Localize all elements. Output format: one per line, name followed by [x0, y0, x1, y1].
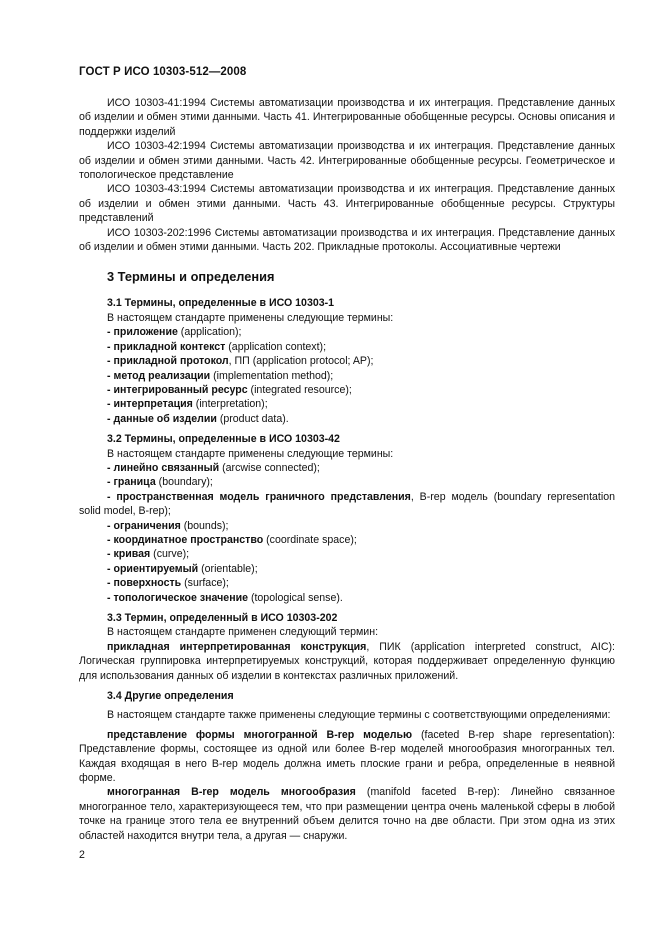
terms-list [79, 461, 615, 605]
term: прикладной протокол [113, 355, 229, 368]
page-number: 2 [79, 849, 85, 861]
list-dash: - [107, 398, 111, 411]
term: кривая [113, 548, 151, 561]
list-dash: - [107, 355, 111, 368]
list-dash: - [107, 412, 111, 425]
list-dash: - [107, 519, 111, 532]
term: прикладной контекст [113, 340, 226, 353]
standard-header: ГОСТ Р ИСО 10303-512—2008 [79, 66, 247, 78]
subsection-title: 3.1 Термины, определенные в ИСО 10303-1 [107, 297, 335, 310]
term: линейно связанный [113, 461, 220, 474]
list-dash: - [107, 548, 111, 561]
list-item [79, 369, 615, 383]
term-description: (topological sense). [248, 591, 343, 604]
list-item [79, 354, 615, 368]
section-title: 3 Термины и определения [107, 269, 275, 285]
list-item [79, 533, 615, 547]
term-description: (coordinate space); [263, 533, 357, 546]
list-item [79, 412, 615, 426]
definition-paragraph [79, 728, 615, 786]
list-dash: - [107, 369, 111, 382]
term-description: (surface); [181, 577, 229, 590]
list-dash: - [107, 340, 111, 353]
term-description: (application context); [225, 340, 327, 353]
list-dash: - [107, 591, 111, 604]
term: многогранная B-rep модель многообразия [107, 786, 356, 799]
list-dash: - [107, 383, 111, 396]
subsection-title: 3.4 Другие определения [107, 690, 234, 703]
list-item [79, 383, 615, 397]
reference-item: ИСО 10303-43:1994 Системы автоматизации производства и их интеграция. Представление данных об изделии и обмен этими данными. Часть 43. Интегрированные обобщенные ресурсы. Структуры представлений [79, 183, 615, 225]
term-description: (application); [177, 326, 242, 339]
list-item [79, 397, 615, 411]
term-description: (implementation method); [210, 369, 334, 382]
term: интерпретация [113, 398, 193, 411]
term-description: (curve); [150, 548, 190, 561]
term: прикладная интерпретированная конструкция [107, 640, 367, 653]
term: граница [113, 476, 156, 489]
term: данные об изделии [113, 412, 217, 425]
term: приложение [113, 326, 178, 339]
subsection-title: 3.2 Термины, определенные в ИСО 10303-42 [107, 433, 340, 446]
subsection-title: 3.3 Термин, определенный в ИСО 10303-202 [107, 612, 338, 624]
list-item [79, 325, 615, 339]
term-description: (bounds); [180, 519, 229, 532]
list-dash: - [107, 562, 111, 575]
term-description: , ПП (application protocol; AP); [228, 355, 374, 368]
list-dash: - [107, 577, 111, 590]
list-item [79, 490, 615, 519]
reference-item: ИСО 10303-41:1994 Системы автоматизации производства и их интеграция. Представление данных об изделии и обмен этими данными. Часть 41. Интегрированные обобщенные ресурсы. Основы описания и поддержки изделий [79, 97, 615, 138]
list-item [79, 547, 615, 561]
list-dash: - [107, 476, 111, 489]
term-description: (arcwise connected); [219, 461, 320, 474]
subsection-intro: В настоящем стандарте также применены следующие термины с соответствующими определениями: [107, 709, 611, 722]
subsection-intro: В настоящем стандарте применены следующие термины: [107, 311, 394, 324]
subsection-intro: В настоящем стандарте применен следующий термин: [107, 626, 379, 639]
reference-item: ИСО 10303-42:1994 Системы автоматизации производства и их интеграция. Представление данных об изделии и обмен этими данными. Часть 42. Интегрированные обобщенные ресурсы. Геометрическое и топологическое представление [79, 140, 615, 182]
list-dash: - [107, 461, 111, 474]
term-description: (interpretation); [192, 398, 268, 411]
term: ограничения [113, 519, 181, 532]
term: пространственная модель граничного представления [116, 490, 411, 503]
list-item [79, 461, 615, 475]
list-item [79, 475, 615, 489]
term: поверхность [113, 577, 182, 590]
definition-paragraph [79, 785, 615, 843]
list-item [79, 519, 615, 533]
term: интегрированный ресурс [113, 383, 248, 396]
term: ориентируемый [113, 562, 199, 575]
term-description: (product data). [216, 412, 289, 425]
term: метод реализации [113, 369, 211, 382]
term-description: , ПИК (application interpreted construct, AIC): Логическая группировка интерпретируемых конструкций, которая поддерживает определенную функцию для использования данных об изделии в контекстах различных приложений. [79, 640, 615, 682]
list-item [79, 591, 615, 605]
term: представление формы многогранной B-rep моделью [107, 728, 413, 741]
term-description: (manifold faceted B-rep): Линейно связанное многогранное тело, характеризующееся тем, что при размещении центра очень маленькой сферы в любой точке на границе этого тела ее внутренний объем делится точно на две области. При этом одна из этих областей находится внутри тела, а другая — снаружи. [79, 786, 615, 842]
list-item [79, 340, 615, 354]
subsection-intro: В настоящем стандарте применены следующие термины: [107, 447, 394, 460]
list-item [79, 576, 615, 590]
list-dash: - [107, 490, 111, 503]
page-content [79, 96, 615, 843]
term-description: (boundary); [155, 476, 213, 489]
definition-paragraph [79, 640, 615, 683]
list-dash: - [107, 326, 111, 339]
term: топологическое значение [113, 591, 248, 604]
list-dash: - [107, 533, 111, 546]
list-item [79, 562, 615, 576]
term: координатное пространство [113, 533, 264, 546]
terms-list [79, 325, 615, 426]
term-description: , B-rep модель (boundary representation solid model, B-rep); [79, 490, 615, 518]
term-description: (integrated resource); [247, 383, 352, 396]
term-description: (orientable); [198, 562, 258, 575]
term-description: (faceted B-rep shape representation): Представление формы, состоящее из одной или более B-rep моделей многообразия многогранных тел. Каждая входящая в него B-rep модель должна иметь плоские грани и ребра, определенные в неявной форме. [79, 728, 615, 785]
reference-item: ИСО 10303-202:1996 Системы автоматизации производства и их интеграция. Представление данных об изделии и обмен этими данными. Часть 202. Прикладные протоколы. Ассоциативные чертежи [79, 226, 615, 254]
